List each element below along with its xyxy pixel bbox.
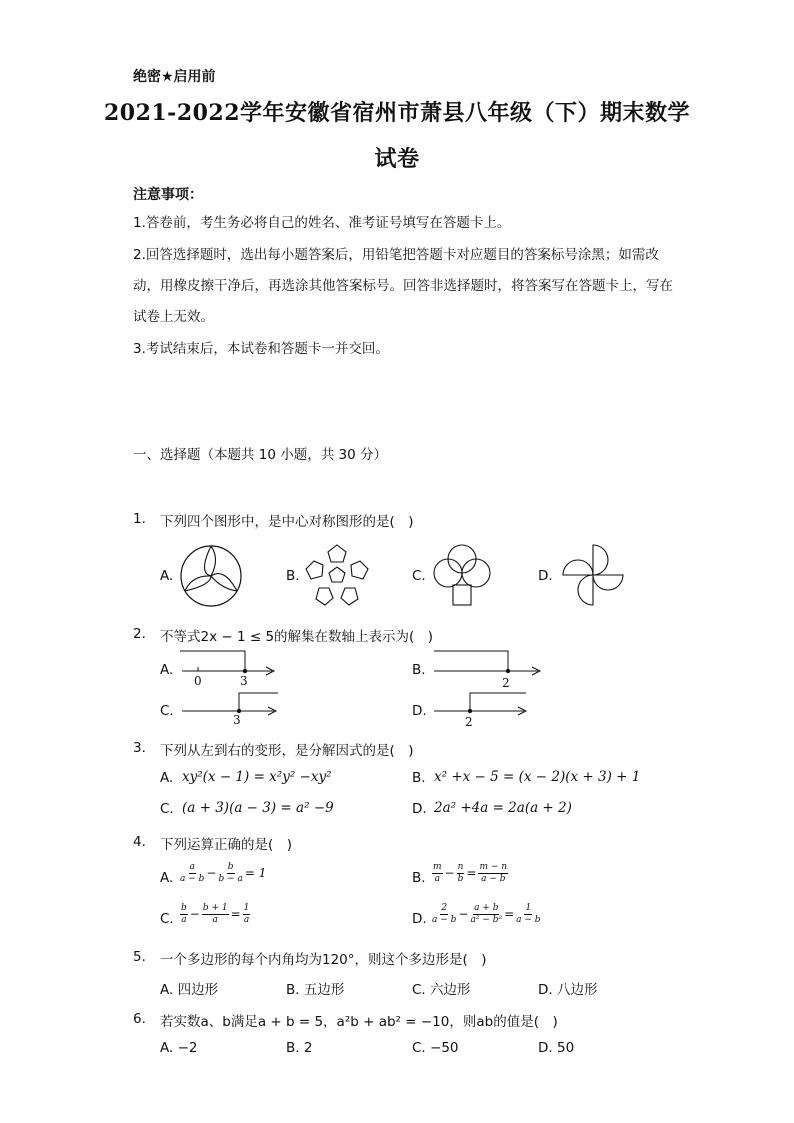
option-expression: $\frac{2}{a - b}$ − $\frac{a + b}{\text{a² − b²}}$ = $\frac{1}{a - b}$ bbox=[432, 903, 541, 925]
option-label: A. bbox=[160, 568, 174, 584]
tick-label: 2 bbox=[502, 676, 510, 690]
question-text: 下列四个图形中，是中心对称图形的是( ) bbox=[160, 514, 414, 530]
figure-circle-trisected bbox=[180, 545, 242, 607]
number-line-c bbox=[180, 692, 280, 732]
option: A. 四边形 bbox=[160, 982, 219, 998]
notice-item-3: 3.考试结束后，本试卷和答题卡一并交回。 bbox=[133, 341, 389, 357]
option-label: D. bbox=[412, 801, 427, 817]
page-title: 2021-2022学年安徽省宿州市萧县八年级（下）期末数学 bbox=[103, 100, 691, 126]
question-number: 2. bbox=[133, 626, 146, 642]
option-label: B. bbox=[412, 870, 426, 886]
section-heading: 一、选择题（本题共 10 小题，共 30 分） bbox=[133, 447, 388, 463]
option-label: A. bbox=[160, 870, 174, 886]
option-expression: 2a² +4a = 2a(a + 2) bbox=[434, 800, 572, 816]
option-label: A. bbox=[160, 770, 174, 786]
option-expression: $\frac{m}{a}$ − $\frac{n}{b}$ = $\frac{m - n}{a - b}$ bbox=[433, 862, 508, 884]
page-title-line2: 试卷 bbox=[374, 146, 420, 172]
option-label: D. bbox=[412, 911, 427, 927]
option: B. 2 bbox=[286, 1040, 313, 1056]
tick-label: 0 bbox=[194, 674, 202, 688]
option: A. −2 bbox=[160, 1040, 198, 1056]
tick-label: 3 bbox=[240, 674, 248, 688]
question-text: 下列运算正确的是( ) bbox=[160, 837, 293, 853]
question-number: 6. bbox=[133, 1011, 146, 1027]
figure-pinwheel bbox=[560, 544, 626, 606]
option-label: D. bbox=[412, 703, 427, 719]
option: D. 50 bbox=[538, 1040, 575, 1056]
option: C. −50 bbox=[412, 1040, 459, 1056]
notice-heading: 注意事项： bbox=[133, 187, 203, 203]
option-label: B. bbox=[286, 568, 300, 584]
option: C. 六边形 bbox=[412, 982, 471, 998]
option-label: A. bbox=[160, 662, 174, 678]
option-label: D. bbox=[538, 568, 553, 584]
notice-item-2: 2.回答选择题时，选出每小题答案后，用铅笔把答题卡对应题目的答案标号涂黑；如需改动，用橡皮擦干净后，再选涂其他答案标号。回答非选择题时，将答案写在答题卡上，写在试卷上无效。 bbox=[133, 247, 673, 325]
notice-item-1: 1.答卷前，考生务必将自己的姓名、准考证号填写在答题卡上。 bbox=[133, 215, 511, 231]
option-label: C. bbox=[160, 801, 174, 817]
option-expression: (a + 3)(a − 3) = a² −9 bbox=[182, 800, 334, 816]
option-label: C. bbox=[412, 568, 426, 584]
tick-label: 2 bbox=[465, 715, 473, 729]
option-label: B. bbox=[412, 770, 426, 786]
question-text: 下列从左到右的变形，是分解因式的是( ) bbox=[160, 743, 414, 759]
option: D. 八边形 bbox=[538, 982, 598, 998]
option-expression: xy²(x − 1) = x²y² −xy² bbox=[182, 769, 332, 785]
question-number: 3. bbox=[133, 740, 146, 756]
option-expression: x² +x − 5 = (x − 2)(x + 3) + 1 bbox=[434, 769, 641, 785]
figure-pentagons bbox=[304, 543, 370, 609]
number-line-b bbox=[432, 648, 544, 688]
question-text: 不等式2x − 1 ≤ 5的解集在数轴上表示为( ) bbox=[160, 629, 434, 645]
tick-label: 3 bbox=[233, 713, 241, 727]
question-number: 1. bbox=[133, 511, 146, 527]
question-text: 若实数a、b满足a + b = 5，a²b + ab² = −10，则ab的值是( ) bbox=[160, 1014, 558, 1030]
question-number: 5. bbox=[133, 949, 146, 965]
option-expression: $\frac{a}{a - b}$ − $\frac{b}{b - a}$ = 1 bbox=[180, 862, 267, 884]
option-label: B. bbox=[412, 662, 426, 678]
option-label: C. bbox=[160, 911, 174, 927]
number-line-d bbox=[432, 690, 532, 730]
question-number: 4. bbox=[133, 834, 146, 850]
option: B. 五边形 bbox=[286, 982, 345, 998]
figure-three-circles-square bbox=[430, 543, 494, 607]
question-text: 一个多边形的每个内角均为120°，则这个多边形是( ) bbox=[160, 952, 487, 968]
option-expression: $\frac{b}{a}$ − $\frac{b + 1}{a}$ = $\frac{1}{a}$ bbox=[181, 903, 250, 925]
option-label: C. bbox=[160, 703, 174, 719]
secret-label: 绝密★启用前 bbox=[133, 69, 216, 85]
